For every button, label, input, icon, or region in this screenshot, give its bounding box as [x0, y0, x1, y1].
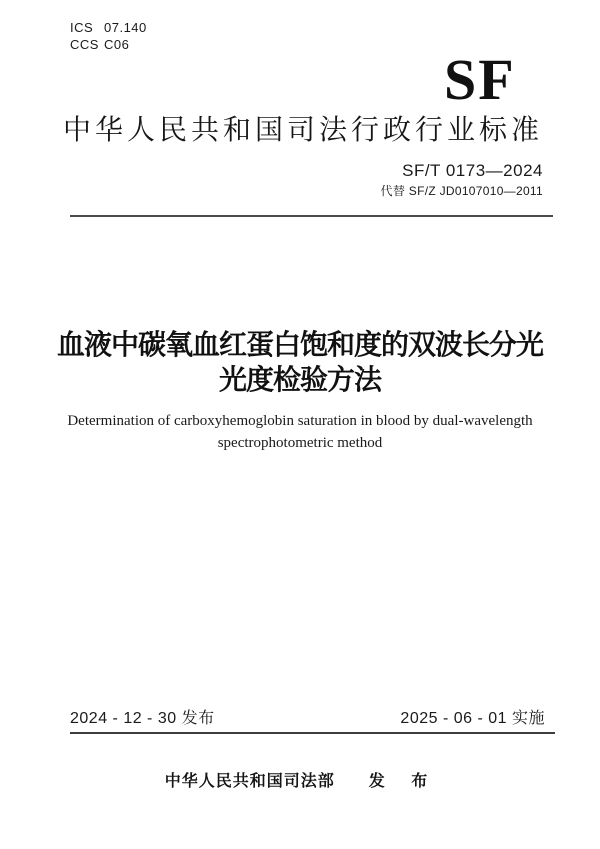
document-title-cn-line1: 血液中碳氧血红蛋白饱和度的双波长分光: [56, 329, 543, 360]
dates-row: [70, 709, 545, 729]
ics-value: 07.140: [104, 20, 147, 35]
standard-number-block: [381, 161, 543, 198]
document-title-en-line1: Determination of carboxyhemoglobin saturation in blood by dual-wavelength: [67, 413, 533, 429]
issuer-name: 中华人民共和国司法部: [164, 773, 335, 790]
ccs-label: CCS: [70, 37, 99, 52]
standard-family-name: 中华人民共和国司法行政行业标准: [62, 114, 543, 145]
document-title-cn-line2: 光度检验方法: [218, 364, 381, 395]
standard-number: SF/T 0173—2024: [402, 161, 543, 180]
document-title-en: [0, 410, 600, 454]
ics-label: ICS: [70, 20, 94, 35]
header-divider-line: [70, 215, 553, 217]
sf-logo: SF: [444, 47, 516, 112]
document-title-cn: [0, 327, 600, 397]
ccs-value: C06: [104, 37, 130, 52]
ccs-code-row: [70, 36, 147, 53]
ics-code-row: [70, 19, 147, 36]
replaces-note: 代替 SF/Z JD0107010—2011: [380, 184, 543, 198]
classification-codes: [70, 19, 147, 53]
implement-date: 2025 - 06 - 01 实施: [400, 710, 545, 727]
publisher-row: [0, 772, 600, 791]
issue-date: 2024 - 12 - 30 发布: [70, 710, 215, 727]
document-title-en-line2: spectrophotometric method: [217, 435, 383, 451]
footer-divider-line: [70, 732, 555, 734]
issue-action-label: 发 布: [368, 773, 436, 790]
